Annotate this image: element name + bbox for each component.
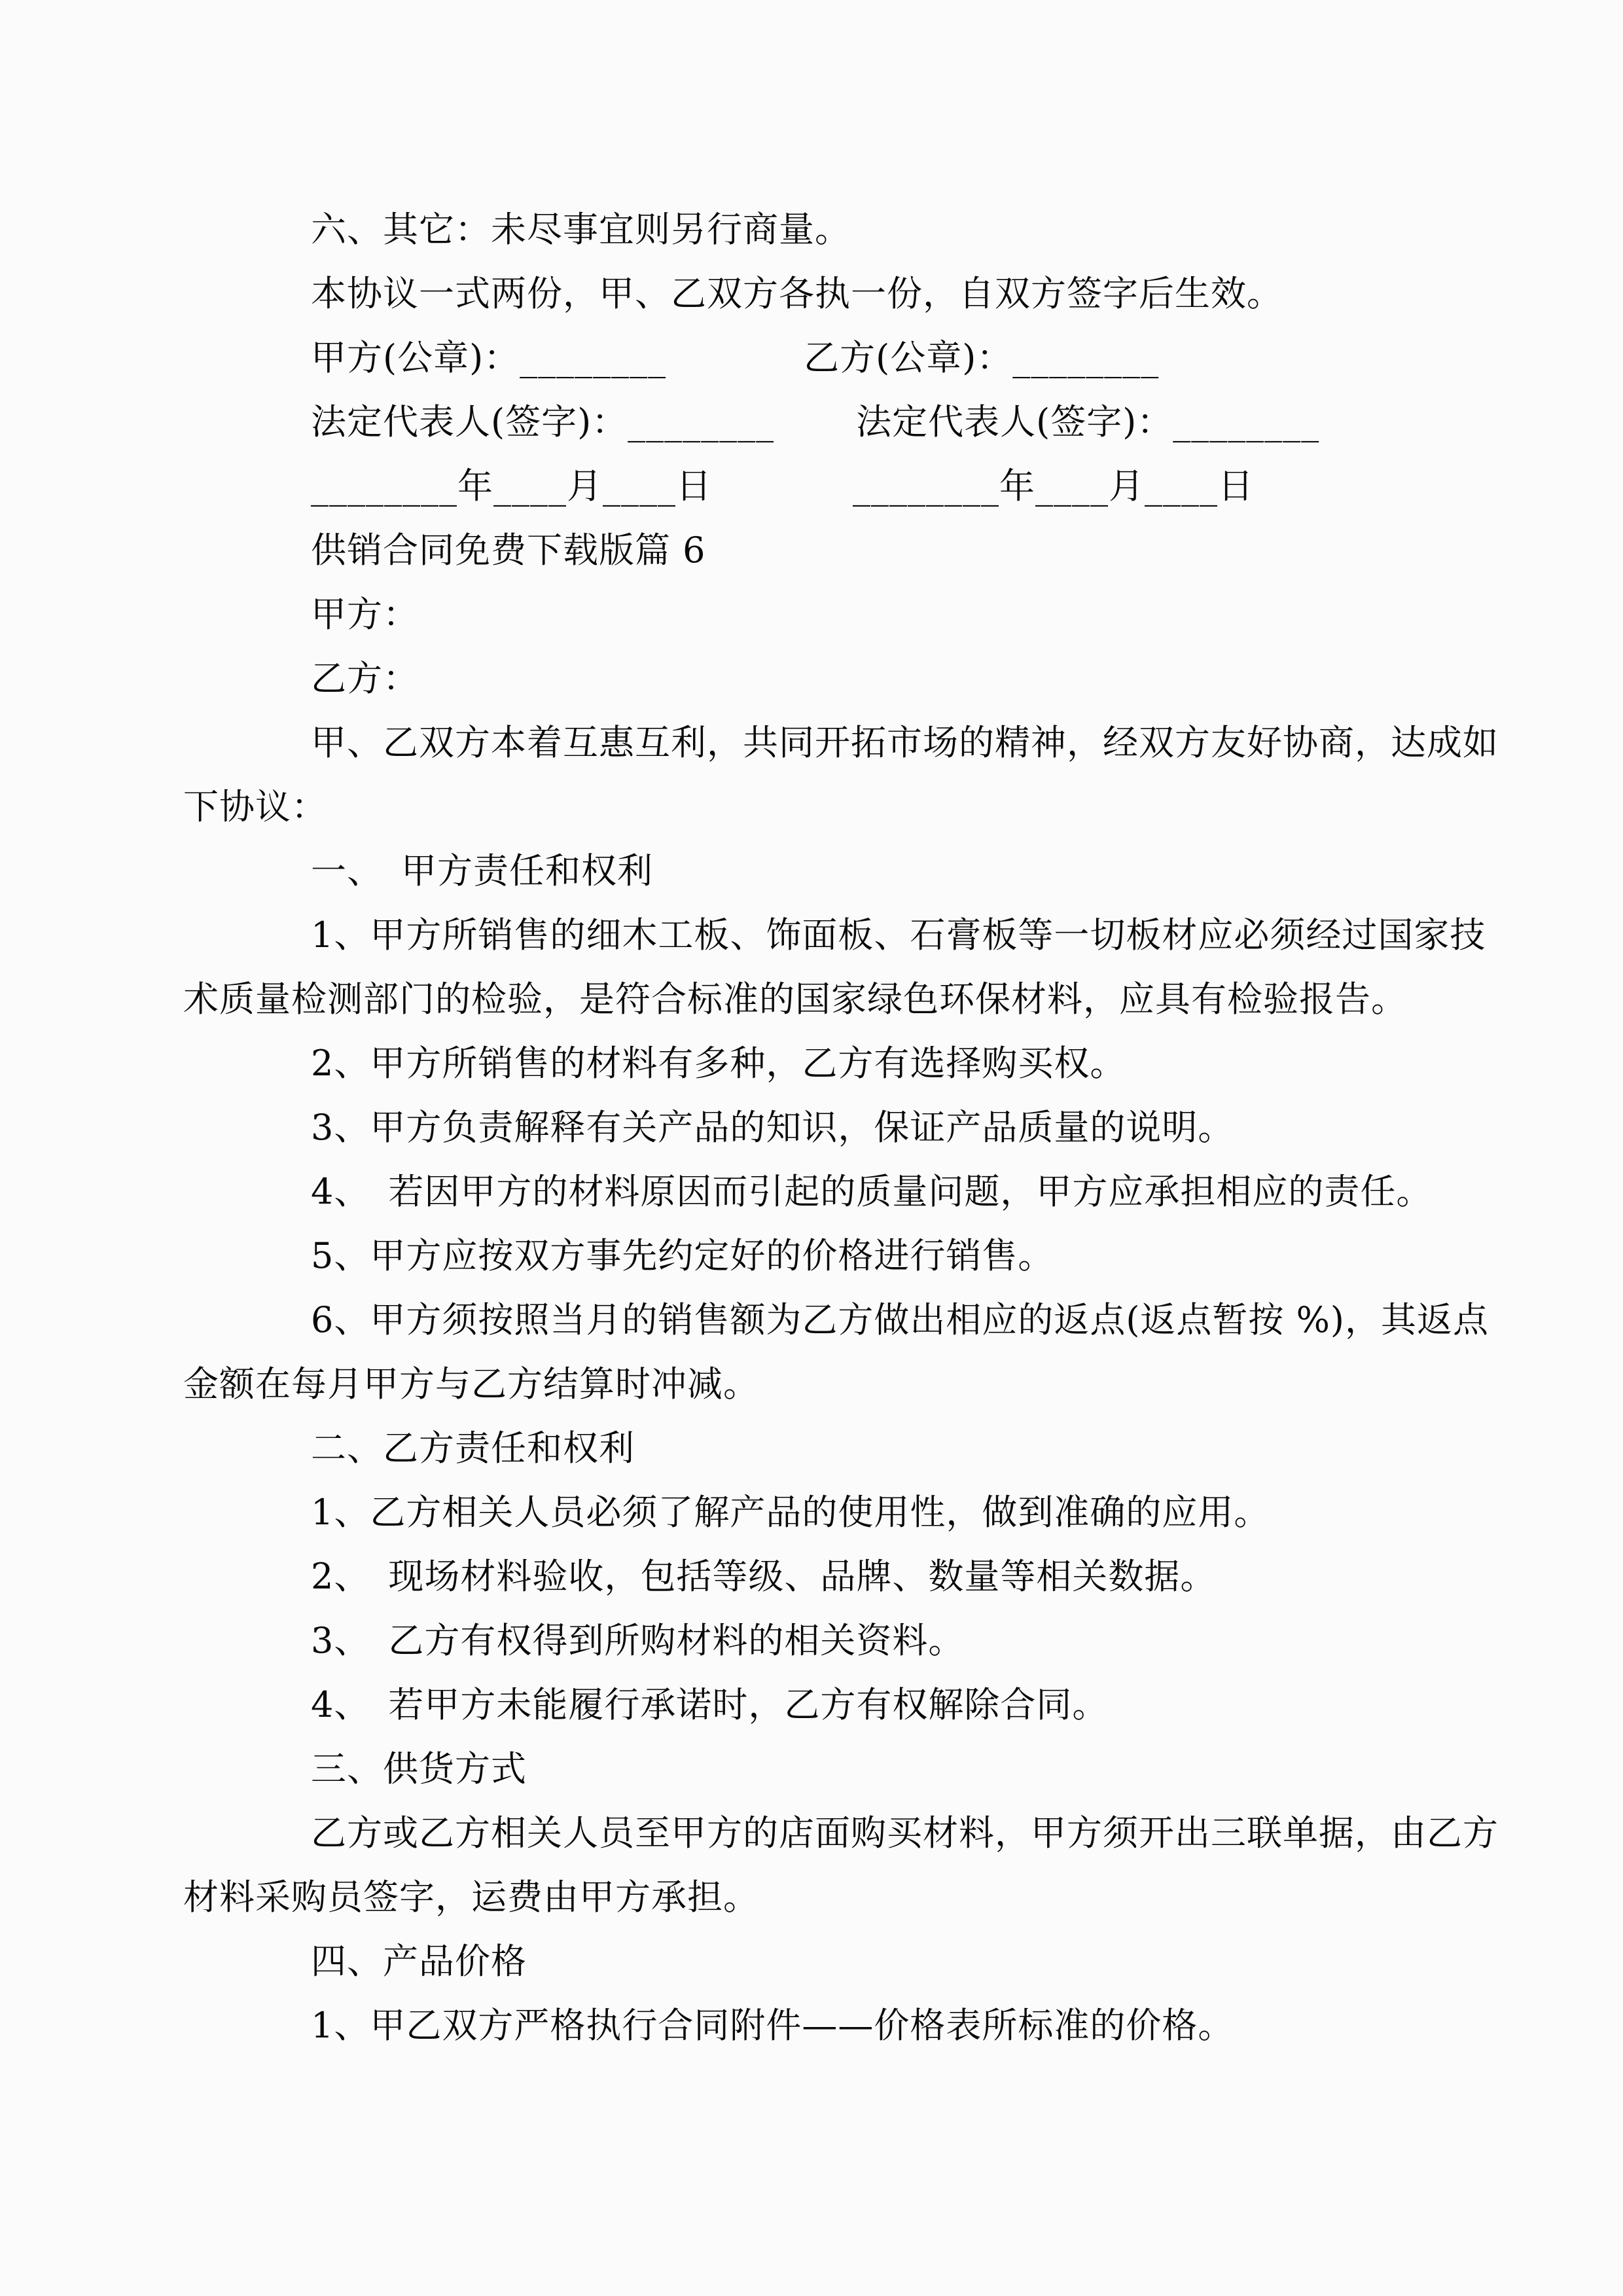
text-line: 3、 乙方有权得到所购材料的相关资料。 [311,1620,965,1661]
text-line [183,454,1453,518]
section-heading: 四、产品价格 [311,1941,527,1982]
text-line: 本协议一式两份，甲、乙双方各执一份，自双方签字后生效。 [311,273,1283,314]
text-line: 2、甲方所销售的材料有多种，乙方有选择购买权。 [311,1043,1126,1084]
contract-volume-title: 供销合同免费下载版篇 6 [311,529,706,571]
text-line: 4、 若因甲方的材料原因而引起的质量问题，甲方应承担相应的责任。 [311,1171,1433,1212]
text-line: 材料采购员签字，运费由甲方承担。 [183,1876,759,1918]
fill-in-field-right: 法定代表人(签字)：________ [856,401,1320,442]
section-heading: 二、乙方责任和权利 [311,1427,635,1469]
fill-in-field-right: ________年____月____日 [853,465,1254,507]
text-line: 甲方： [311,594,419,635]
text-line: 六、其它：未尽事宜则另行商量。 [311,209,851,250]
text-line: 4、 若甲方未能履行承诺时，乙方有权解除合同。 [311,1684,1109,1725]
fill-in-field-left: 法定代表人(签字)：________ [311,401,775,442]
text-line: 术质量检测部门的检验，是符合标准的国家绿色环保材料，应具有检验报告。 [183,978,1407,1020]
text-line: 1、甲方所销售的细木工板、饰面板、石膏板等一切板材应必须经过国家技 [311,914,1486,956]
text-line: 3、甲方负责解释有关产品的知识，保证产品质量的说明。 [311,1107,1234,1148]
text-line: 2、 现场材料验收，包括等级、品牌、数量等相关数据。 [311,1556,1217,1597]
text-line [183,326,1453,390]
text-line: 5、甲方应按双方事先约定好的价格进行销售。 [311,1235,1054,1276]
text-line: 1、乙方相关人员必须了解产品的使用性，做到准确的应用。 [311,1492,1270,1533]
section-heading: 三、供货方式 [311,1748,527,1789]
section-heading: 一、 甲方责任和权利 [311,850,653,891]
contract-body [183,198,1499,2058]
text-line: 甲、乙双方本着互惠互利，共同开拓市场的精神，经双方友好协商，达成如 [311,722,1499,763]
text-line: 乙方或乙方相关人员至甲方的店面购买材料，甲方须开出三联单据，由乙方 [311,1812,1499,1854]
text-line: 下协议： [183,786,327,827]
text-line: 6、甲方须按照当月的销售额为乙方做出相应的返点(返点暂按 %)，其返点 [311,1299,1489,1340]
text-line [183,390,1453,454]
fill-in-field-left: ________年____月____日 [311,465,712,507]
fill-in-field-right: 乙方(公章)：________ [804,337,1160,378]
text-line: 金额在每月甲方与乙方结算时冲减。 [183,1363,759,1405]
text-line: 乙方： [311,658,419,699]
text-line: 1、甲乙双方严格执行合同附件——价格表所标准的价格。 [311,2005,1234,2046]
fill-in-field-left: 甲方(公章)：________ [311,337,667,378]
